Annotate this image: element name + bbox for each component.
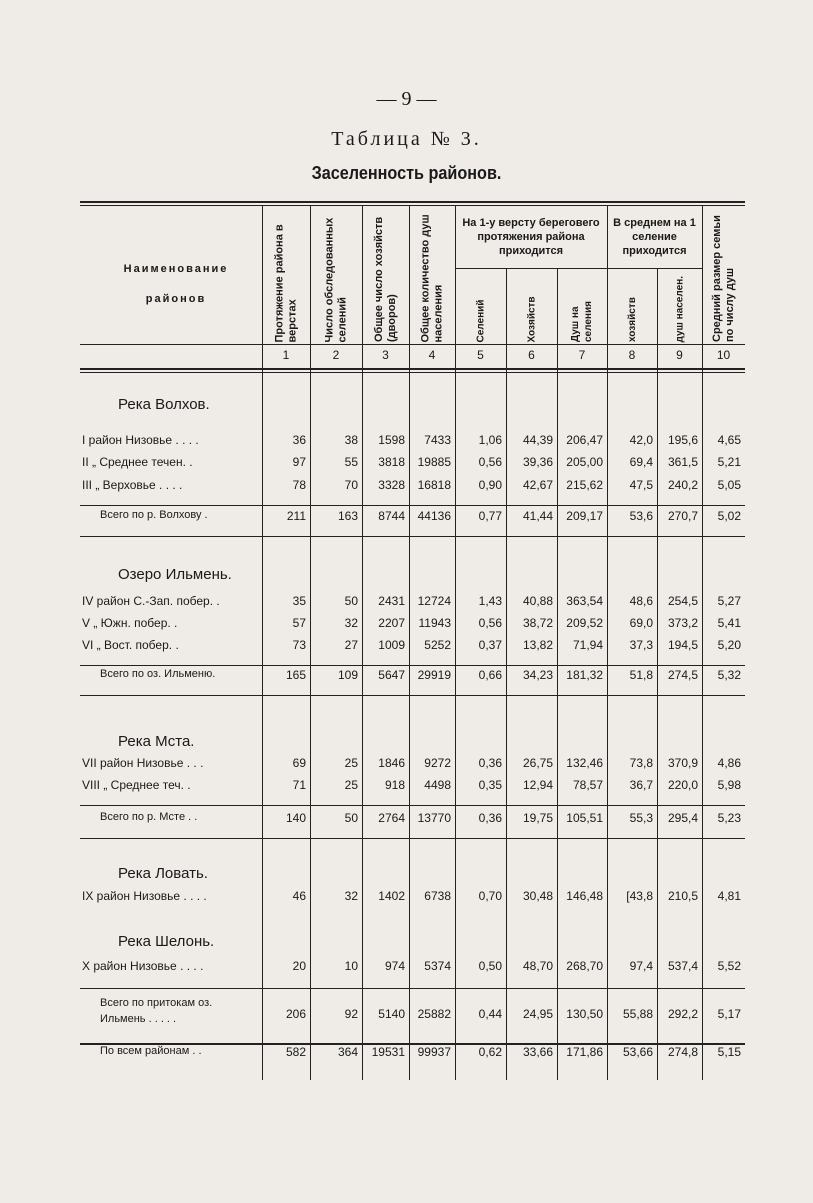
section-total-2-col-3: 5647 [378, 668, 405, 682]
section-total-3-col-8: 55,3 [629, 811, 653, 825]
section-total-2-col-9: 274,5 [667, 668, 698, 682]
section-total-3-col-2: 50 [344, 811, 358, 825]
tributaries-label-line2: Ильмень . . . . . [100, 1013, 177, 1025]
section-total-rule-bottom [80, 536, 745, 537]
section-total-2-col-4: 29919 [417, 668, 451, 682]
row-1-2-col-2: 55 [344, 455, 358, 469]
tributaries-total-col-3: 5140 [378, 1007, 405, 1021]
row-3-2-col-5: 0,35 [478, 778, 502, 792]
header-col-9: душ населен. [674, 275, 685, 342]
tributaries-total-col-9: 292,2 [667, 1007, 698, 1021]
section-total-3-col-5: 0,36 [478, 811, 502, 825]
tributaries-total-col-10: 5,17 [717, 1007, 741, 1021]
row-label: VIII „ Среднее теч. . [82, 778, 191, 792]
grand-total-col-5: 0,62 [478, 1045, 502, 1059]
header-col-10: Средний размер семьи по числу душ [710, 215, 736, 342]
section-total-2-col-6: 34,23 [522, 668, 553, 682]
row-1-3-col-10: 5,05 [717, 478, 741, 492]
row-1-3-col-8: 47,5 [629, 478, 653, 492]
header-bottom-rule [80, 344, 745, 345]
column-number-8: 8 [628, 348, 636, 362]
section-total-1-col-4: 44136 [417, 509, 451, 523]
tributaries-total-col-2: 92 [344, 1007, 358, 1021]
header-name-line2: районов [145, 293, 207, 305]
row-2-1-col-4: 12724 [417, 594, 451, 608]
section-total-rule [80, 505, 745, 506]
row-2-2-col-4: 11943 [418, 616, 451, 630]
row-4-1-col-8: [43,8 [626, 889, 653, 903]
row-3-1-col-4: 9272 [424, 756, 451, 770]
section-total-rule [80, 665, 745, 666]
tributaries-total-col-7: 130,50 [566, 1007, 603, 1021]
section-total-label: Всего по р. Мсте . . [100, 811, 198, 823]
row-1-2-col-3: 3818 [378, 455, 405, 469]
section-total-1-col-9: 270,7 [667, 509, 698, 523]
row-2-3-col-1: 73 [292, 638, 306, 652]
row-3-2-col-3: 918 [384, 778, 405, 792]
row-5-1-col-5: 0,50 [478, 959, 502, 973]
grand-total-col-2: 364 [337, 1045, 358, 1059]
row-4-1-col-2: 32 [344, 889, 358, 903]
section-total-3-col-7: 105,51 [566, 811, 603, 825]
row-1-1-col-2: 38 [344, 433, 358, 447]
header-col-6: Хозяйств [526, 295, 537, 342]
row-4-1-col-7: 146,48 [566, 889, 603, 903]
row-label: VII район Низовье . . . [82, 756, 204, 770]
column-number-4: 4 [428, 348, 436, 362]
row-3-1-col-7: 132,46 [566, 756, 603, 770]
row-label: I район Низовье . . . . [82, 433, 199, 447]
section-total-rule-bottom [80, 695, 745, 696]
row-2-3-col-7: 71,94 [572, 638, 603, 652]
row-3-2-col-10: 5,98 [717, 778, 741, 792]
row-3-2-col-4: 4498 [424, 778, 451, 792]
section-total-2-col-2: 109 [337, 668, 358, 682]
row-1-3-col-5: 0,90 [478, 478, 502, 492]
section-total-1-col-1: 211 [286, 509, 306, 523]
grand-total-col-6: 33,66 [522, 1045, 553, 1059]
row-1-1-col-7: 206,47 [566, 433, 603, 447]
row-2-1-col-5: 1,43 [478, 594, 502, 608]
row-2-2-col-3: 2207 [378, 616, 405, 630]
tributaries-total-col-8: 55,88 [622, 1007, 653, 1021]
row-1-1-col-1: 36 [292, 433, 306, 447]
row-1-1-col-5: 1,06 [478, 433, 502, 447]
row-4-1-col-5: 0,70 [478, 889, 502, 903]
row-1-1-col-4: 7433 [424, 433, 451, 447]
grand-total-col-10: 5,15 [717, 1045, 741, 1059]
row-2-1-col-1: 35 [292, 594, 306, 608]
column-number-rule-thin [80, 372, 745, 373]
header-col-5: Селений [475, 299, 486, 342]
section-total-1-col-8: 53,6 [629, 509, 653, 523]
row-1-3-col-4: 16818 [417, 478, 451, 492]
section-title-5: Река Шелонь. [118, 933, 215, 950]
header-name: Наименование [123, 263, 229, 275]
row-2-3-col-6: 13,82 [522, 638, 553, 652]
row-label: III „ Верховье . . . . [82, 478, 183, 492]
header-group-per-verst: На 1-у версту береговего протяжения района приходится [462, 217, 600, 257]
row-3-2-col-8: 36,7 [629, 778, 653, 792]
row-2-2-col-9: 373,2 [667, 616, 698, 630]
row-5-1-col-1: 20 [292, 959, 306, 973]
row-2-3-col-8: 37,3 [629, 638, 653, 652]
row-1-3-col-6: 42,67 [522, 478, 553, 492]
row-1-1-col-8: 42,0 [629, 433, 653, 447]
row-4-1-col-6: 30,48 [522, 889, 553, 903]
table-top-rule [80, 201, 745, 203]
column-number-6: 6 [528, 348, 535, 362]
row-5-1-col-10: 5,52 [717, 959, 741, 973]
column-rule-1 [310, 205, 311, 1080]
row-2-2-col-5: 0,56 [478, 616, 502, 630]
row-3-1-col-3: 1846 [378, 756, 405, 770]
column-number-7: 7 [578, 348, 586, 362]
section-total-2-col-10: 5,32 [717, 668, 741, 682]
row-4-1-col-9: 210,5 [667, 889, 698, 903]
header-col-3: Общее число хозяйств (дворов) [372, 216, 398, 342]
row-label: X район Низовье . . . . [82, 959, 204, 973]
tributaries-label-line1: Всего по притокам оз. [100, 997, 213, 1009]
column-rule-8 [657, 268, 658, 1080]
grand-total-col-7: 171,86 [566, 1045, 603, 1059]
section-total-2-col-8: 51,8 [629, 668, 653, 682]
row-1-2-col-8: 69,4 [629, 455, 653, 469]
section-title-2: Озеро Ильмень. [118, 566, 232, 583]
row-2-1-col-2: 50 [344, 594, 358, 608]
grand-total-label: По всем районам . . [100, 1045, 202, 1057]
row-2-3-col-3: 1009 [378, 638, 405, 652]
grand-total-col-1: 582 [285, 1045, 306, 1059]
grand-total-col-4: 99937 [417, 1045, 451, 1059]
section-total-rule-bottom [80, 838, 745, 839]
tributaries-total-col-4: 25882 [417, 1007, 451, 1021]
section-total-1-col-2: 163 [337, 509, 358, 523]
row-1-1-col-6: 44,39 [522, 433, 553, 447]
column-rule-6 [557, 268, 558, 1080]
column-number-9: 9 [676, 348, 683, 362]
section-total-1-col-3: 8744 [378, 509, 405, 523]
column-number-1: 1 [282, 348, 290, 362]
header-col-7: Душ на селения [570, 301, 594, 342]
row-1-3-col-2: 70 [344, 478, 358, 492]
section-total-1-col-10: 5,02 [717, 509, 741, 523]
row-5-1-col-8: 97,4 [629, 959, 653, 973]
column-rule-3 [409, 205, 410, 1080]
column-number-5: 5 [477, 348, 484, 362]
row-label: II „ Среднее течен. . [82, 455, 193, 469]
column-rule-4 [455, 205, 456, 1080]
row-1-2-col-1: 97 [292, 455, 306, 469]
row-1-3-col-1: 78 [292, 478, 306, 492]
section-total-rule [80, 805, 745, 806]
row-3-2-col-9: 220,0 [667, 778, 698, 792]
row-3-1-col-5: 0,36 [478, 756, 502, 770]
header-col-8: хозяйств [626, 297, 638, 342]
row-5-1-col-9: 537,4 [667, 959, 698, 973]
section-total-2-col-7: 181,32 [566, 668, 603, 682]
row-5-1-col-2: 10 [344, 959, 358, 973]
row-1-2-col-6: 39,36 [522, 455, 553, 469]
section-total-3-col-6: 19,75 [522, 811, 553, 825]
row-2-3-col-2: 27 [344, 638, 358, 652]
header-group-rule [455, 268, 702, 269]
tributaries-rule [80, 988, 745, 989]
column-number-10: 10 [716, 348, 731, 362]
row-label: IV район С.-Зап. побер. . [82, 594, 220, 608]
section-total-label: Всего по р. Волхову . [100, 509, 208, 521]
header-col-1: Протяжение района в верстах [273, 223, 298, 342]
table-caption: Таблица № 3. [331, 128, 482, 150]
column-number-3: 3 [382, 348, 389, 362]
section-total-2-col-1: 165 [285, 668, 306, 682]
section-title-4: Река Ловать. [118, 865, 208, 882]
row-2-1-col-10: 5,27 [717, 594, 741, 608]
row-1-2-col-7: 205,00 [566, 455, 603, 469]
row-3-2-col-2: 25 [344, 778, 358, 792]
section-total-1-col-5: 0,77 [478, 509, 502, 523]
section-total-1-col-7: 209,17 [566, 509, 603, 523]
row-4-1-col-10: 4,81 [717, 889, 741, 903]
section-title-1: Река Волхов. [118, 396, 210, 413]
table-title: Заселенность районов. [311, 163, 502, 183]
column-rule-0 [262, 205, 263, 1080]
section-total-label: Всего по оз. Ильменю. [100, 668, 216, 680]
row-1-2-col-10: 5,21 [717, 455, 741, 469]
row-2-2-col-2: 32 [344, 616, 358, 630]
row-5-1-col-7: 268,70 [566, 959, 603, 973]
row-2-2-col-10: 5,41 [717, 616, 741, 630]
row-3-2-col-1: 71 [292, 778, 306, 792]
row-2-2-col-6: 38,72 [522, 616, 553, 630]
table-top-rule-thin [80, 205, 745, 206]
row-2-3-col-5: 0,37 [478, 638, 502, 652]
row-2-1-col-6: 40,88 [522, 594, 553, 608]
row-2-1-col-7: 363,54 [566, 594, 603, 608]
row-1-3-col-3: 3328 [378, 478, 405, 492]
row-3-1-col-6: 26,75 [522, 756, 553, 770]
column-rule-7 [607, 205, 608, 1080]
row-label: V „ Южн. побер. . [82, 616, 178, 630]
section-total-3-col-9: 295,4 [667, 811, 698, 825]
header-col-4: Общее количество душ населения [419, 213, 444, 342]
row-2-1-col-3: 2431 [378, 594, 405, 608]
row-1-3-col-9: 240,2 [667, 478, 698, 492]
row-1-2-col-4: 19885 [417, 455, 451, 469]
row-2-3-col-4: 5252 [424, 638, 451, 652]
row-1-3-col-7: 215,62 [566, 478, 603, 492]
row-1-1-col-3: 1598 [378, 433, 405, 447]
column-rule-2 [362, 205, 363, 1080]
row-2-2-col-8: 69,0 [629, 616, 653, 630]
column-number-rule [80, 368, 745, 370]
section-title-3: Река Мста. [118, 733, 195, 750]
row-2-2-col-7: 209,52 [566, 616, 603, 630]
row-label: VI „ Вост. побер. . [82, 638, 179, 652]
row-4-1-col-1: 46 [292, 889, 306, 903]
row-label: IX район Низовье . . . . [82, 889, 207, 903]
section-total-3-col-3: 2764 [378, 811, 405, 825]
tributaries-total-col-1: 206 [285, 1007, 306, 1021]
tributaries-total-col-6: 24,95 [522, 1007, 553, 1021]
row-2-3-col-9: 194,5 [667, 638, 698, 652]
header-col-2: Число обследованных селений [323, 217, 348, 342]
row-5-1-col-6: 48,70 [522, 959, 553, 973]
column-rule-5 [506, 268, 507, 1080]
header-group-average: В среднем на 1 селение приходится [613, 217, 696, 257]
row-5-1-col-4: 5374 [424, 959, 451, 973]
row-1-2-col-5: 0,56 [478, 455, 502, 469]
row-1-1-col-10: 4,65 [717, 433, 741, 447]
row-2-1-col-9: 254,5 [667, 594, 698, 608]
row-1-1-col-9: 195,6 [667, 433, 698, 447]
row-3-1-col-9: 370,9 [667, 756, 698, 770]
tributaries-total-col-5: 0,44 [478, 1007, 502, 1021]
row-5-1-col-3: 974 [384, 959, 405, 973]
row-3-1-col-10: 4,86 [717, 756, 741, 770]
row-3-2-col-6: 12,94 [522, 778, 553, 792]
row-2-3-col-10: 5,20 [717, 638, 741, 652]
section-total-3-col-10: 5,23 [717, 811, 741, 825]
section-total-2-col-5: 0,66 [478, 668, 502, 682]
grand-total-col-8: 53,66 [622, 1045, 653, 1059]
row-2-1-col-8: 48,6 [629, 594, 653, 608]
section-total-3-col-4: 13770 [417, 811, 451, 825]
section-total-3-col-1: 140 [285, 811, 306, 825]
grand-total-col-3: 19531 [371, 1045, 405, 1059]
row-4-1-col-4: 6738 [424, 889, 451, 903]
column-number-2: 2 [332, 348, 340, 362]
row-2-2-col-1: 57 [292, 616, 306, 630]
row-3-1-col-2: 25 [344, 756, 358, 770]
section-total-1-col-6: 41,44 [522, 509, 553, 523]
row-3-1-col-8: 73,8 [629, 756, 653, 770]
row-4-1-col-3: 1402 [378, 889, 405, 903]
column-rule-9 [702, 205, 703, 1080]
page-number: — 9 — [376, 88, 437, 110]
row-1-2-col-9: 361,5 [667, 455, 698, 469]
grand-total-col-9: 274,8 [667, 1045, 698, 1059]
row-3-1-col-1: 69 [292, 756, 306, 770]
row-3-2-col-7: 78,57 [572, 778, 603, 792]
